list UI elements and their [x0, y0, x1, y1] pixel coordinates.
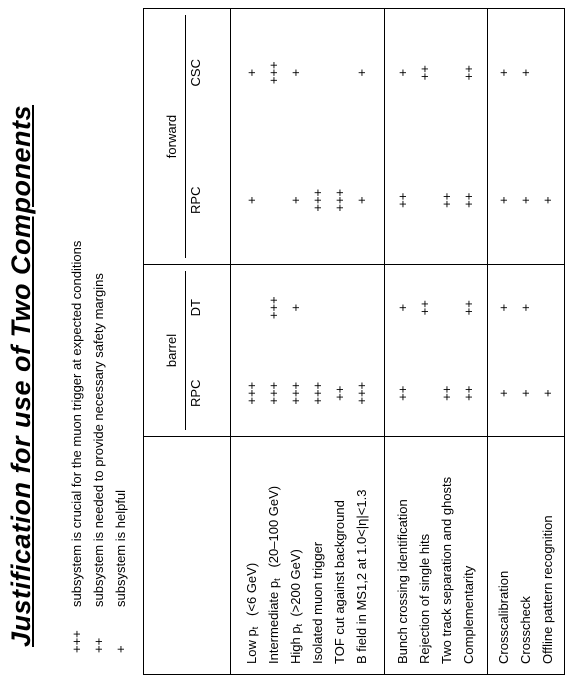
fwd-rpc-column	[493, 137, 559, 265]
rating-value: +++	[310, 188, 326, 212]
rating-value: +++	[244, 381, 260, 405]
rating-value: +	[517, 196, 533, 205]
rating-value: +++	[288, 381, 304, 405]
forward-values	[231, 9, 385, 265]
rating-value: +	[495, 303, 511, 312]
forward-csc-label: CSC	[188, 59, 203, 87]
rating-value: +++	[266, 296, 282, 320]
rating-value: +	[394, 303, 410, 312]
rating-value: ++	[438, 385, 454, 401]
legend	[66, 241, 132, 653]
rating-value: +	[495, 389, 511, 398]
rating-value: ++	[416, 65, 432, 81]
barrel-dt-column	[392, 265, 480, 351]
rating-value	[329, 9, 351, 137]
barrel-dt-label: DT	[188, 299, 203, 317]
rating-value: +	[495, 196, 511, 205]
task-label	[493, 437, 515, 664]
task-text: Rejection of single hits	[416, 533, 432, 664]
task-label	[515, 437, 537, 664]
fwd-rpc-column	[241, 137, 373, 265]
task-text: Crosscheck	[517, 596, 533, 664]
barrel-rpc-column	[493, 351, 559, 437]
legend-symbol: +	[113, 645, 128, 653]
header-row	[144, 9, 231, 675]
forward-values	[384, 9, 487, 265]
header-blank	[144, 437, 231, 675]
rating-value: +	[517, 303, 533, 312]
rating-value: +++	[332, 188, 348, 212]
rating-value: +	[394, 68, 410, 77]
task-cell	[231, 437, 385, 675]
task-text: Isolated muon trigger	[310, 541, 326, 664]
task-energy-range: (>200 GeV)	[288, 549, 304, 624]
task-label	[351, 437, 373, 664]
rating-value: +++	[266, 61, 282, 85]
rating-value: +	[244, 196, 260, 205]
section-calibration	[487, 9, 564, 675]
forward-label: forward	[164, 114, 179, 159]
rating-value: ++	[460, 300, 476, 316]
task-text: High p	[288, 626, 304, 664]
rating-value: +	[354, 68, 370, 77]
task-label	[329, 437, 351, 664]
task-text: Complementarity	[460, 565, 476, 664]
legend-symbol: +++	[69, 630, 84, 653]
rating-value: ++	[460, 65, 476, 81]
rating-value: +	[539, 196, 555, 205]
barrel-values	[231, 265, 385, 437]
task-label	[307, 437, 329, 664]
barrel-rpc-column	[241, 351, 373, 437]
task-text: Offline pattern recognition	[539, 515, 555, 664]
rating-value: ++	[394, 385, 410, 401]
rating-value	[329, 265, 351, 351]
legend-row	[66, 241, 88, 653]
rating-value: +	[288, 303, 304, 312]
rating-value	[241, 265, 263, 351]
rating-value	[537, 265, 559, 351]
fwd-csc-column	[493, 9, 559, 137]
task-label	[263, 437, 285, 664]
rating-value: +++	[310, 381, 326, 405]
section-performance	[384, 9, 487, 675]
barrel-values	[487, 265, 564, 437]
barrel-rpc-column	[392, 351, 480, 437]
rating-value	[436, 9, 458, 137]
rating-value	[263, 137, 285, 265]
barrel-rule	[185, 271, 186, 430]
fwd-csc-column	[241, 9, 373, 137]
task-label	[414, 437, 436, 664]
rating-value: ++	[332, 385, 348, 401]
rating-value: +	[354, 196, 370, 205]
rating-value	[537, 9, 559, 137]
legend-text: subsystem is needed to provide necessary safety margins	[91, 273, 106, 607]
task-text: Crosscalibration	[495, 570, 511, 664]
task-cell	[384, 437, 487, 675]
task-label	[285, 437, 307, 664]
task-text: Two track separation and ghosts	[438, 476, 454, 664]
legend-text: subsystem is crucial for the muon trigger at expected conditions	[69, 240, 84, 607]
task-label	[537, 437, 559, 664]
rating-value: ++	[438, 192, 454, 208]
task-text: Low p	[244, 629, 260, 664]
forward-rpc-label: RPC	[188, 186, 203, 214]
subscript-t: t	[250, 626, 261, 630]
rating-value: ++	[460, 385, 476, 401]
legend-row	[110, 241, 132, 653]
task-energy-range: (20–100 GeV)	[266, 485, 282, 579]
rating-value	[436, 265, 458, 351]
subscript-t: t	[272, 578, 283, 581]
forward-rule	[185, 15, 186, 258]
header-barrel	[144, 265, 231, 437]
task-text: B field in MS1,2 at 1.0<|η|<1.3	[354, 489, 370, 664]
rating-value: +	[495, 68, 511, 77]
fwd-csc-column	[392, 9, 480, 137]
barrel-dt-column	[241, 265, 373, 351]
rating-value: +	[517, 389, 533, 398]
rating-value	[414, 351, 436, 437]
rating-value	[307, 265, 329, 351]
rating-value: +	[244, 68, 260, 77]
rating-value: +++	[266, 381, 282, 405]
rating-value: +	[539, 389, 555, 398]
rating-value: ++	[394, 192, 410, 208]
barrel-rpc-label: RPC	[188, 379, 203, 407]
task-text: TOF cut against background	[332, 500, 348, 664]
rating-value: +	[517, 68, 533, 77]
rating-value	[351, 265, 373, 351]
rating-value: ++	[416, 300, 432, 316]
slide-title: Justification for use of Two Components	[6, 104, 36, 647]
rating-value: +	[288, 196, 304, 205]
task-label	[392, 437, 414, 664]
rating-value	[414, 137, 436, 265]
task-label	[436, 437, 458, 664]
rating-value: +	[288, 68, 304, 77]
task-label	[241, 437, 263, 664]
justification-table	[143, 8, 565, 675]
barrel-dt-column	[493, 265, 559, 351]
barrel-values	[384, 265, 487, 437]
rating-value: +++	[354, 381, 370, 405]
barrel-label: barrel	[164, 333, 179, 368]
forward-values	[487, 9, 564, 265]
legend-text: subsystem is helpful	[113, 489, 128, 607]
subscript-t: t	[294, 623, 305, 627]
task-text: Intermediate p	[266, 580, 282, 664]
task-cell	[487, 437, 564, 675]
task-text: Bunch crossing identification	[394, 499, 410, 664]
task-label	[458, 437, 480, 664]
task-energy-range: (<6 GeV)	[244, 562, 260, 627]
header-forward	[144, 9, 231, 265]
legend-symbol: ++	[91, 637, 106, 653]
section-trigger	[231, 9, 385, 675]
rating-value: ++	[460, 192, 476, 208]
legend-row	[88, 241, 110, 653]
rating-value	[307, 9, 329, 137]
fwd-rpc-column	[392, 137, 480, 265]
